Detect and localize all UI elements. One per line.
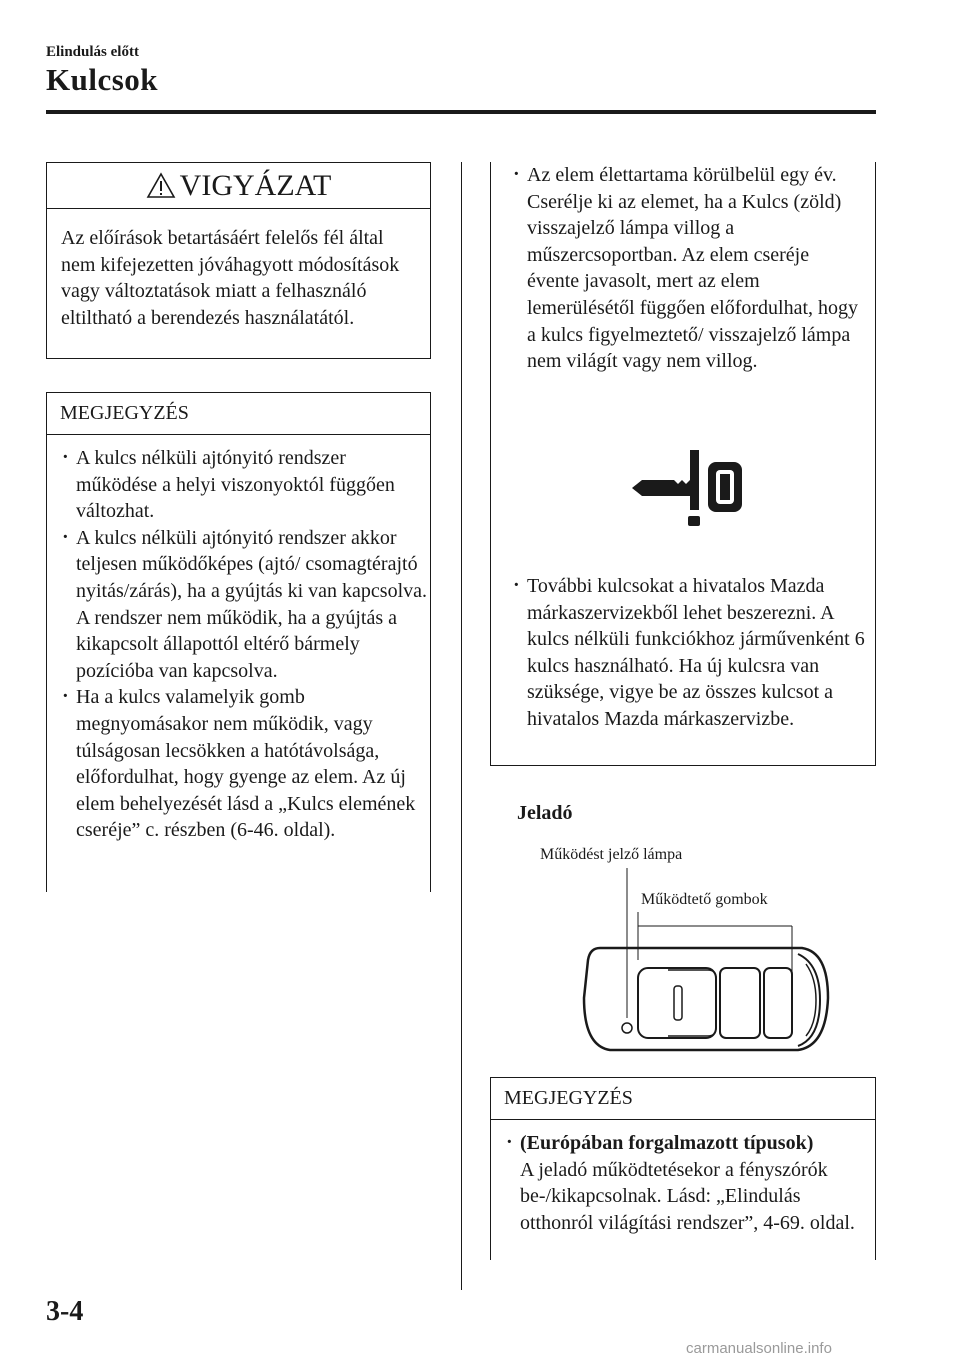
caution-title: VIGYÁZAT [179,168,332,202]
list-item: · A kulcs nélküli ajtónyitó rendszer működése a helyi viszonyoktól függően változhat. [60,445,430,525]
note-box-left [46,392,431,892]
note-list [47,435,430,844]
note-list [491,573,875,733]
title-rule [46,110,876,114]
callout-indicator-lamp: Működést jelző lámpa [540,846,683,863]
list-item: · További kulcsokat a hivatalos Mazda márkaszervizekből lehet beszerezni. A kulcs nélküli funkciókhoz járművenként 6 kulcs használható. Ha új kulcsra van szüksége, vigye be az összes kulcsot a hivatalos Mazda márkaszervizbe. [511,573,867,733]
caution-text: Az előírások betartásáért felelős fél által nem kifejezetten jóváhagyott módosítások vagy változtatások miatt a felhasználó eltiltható a berendezés használatától. [61,227,400,329]
note-title: MEGJEGYZÉS [47,393,430,435]
footer-watermark: carmanualsonline.info [686,1340,832,1357]
caution-header [47,163,430,209]
warning-triangle-icon [146,172,176,199]
column-divider [461,162,462,1290]
page-title: Kulcsok [46,62,159,97]
list-item: · Az elem élettartama körülbelül egy év. Cserélje ki az elemet, ha a Kulcs (zöld) visszajelző lámpa villog a műszercsoportban. Az elem cseréje évente javasolt, mert az elem lemerülésétől függően előfordulhat, hogy a kulcs figyelmeztető/ visszajelző lámpa nem világít vagy nem villog. [511,162,863,375]
list-item: · A kulcs nélküli ajtónyitó rendszer akkor teljesen működőképes (ajtó/ csomagtérajtó nyitás/zárás), ha a gyújtás ki van kapcsolva. A rendszer nem működik, ha a gyújtás a kikapcsolt állapottól eltérő bármely pozícióba van kapcsolva. [60,525,430,685]
section-label: Elindulás előtt [46,44,139,60]
transmitter-illustration [570,868,850,1068]
note-text: A jeladó működtetésekor a fényszórók be-/kikapcsolnak. Lásd: „Elindulás otthonról világítási rendszer”, 4-69. oldal. [520,1158,855,1234]
callout-operation-buttons: Működtető gombok [641,891,768,908]
list-item: · Ha a kulcs valamelyik gomb megnyomásakor nem működik, vagy túlságosan lecsökken a hatótávolsága, előfordulhat, hogy gyenge az elem. Az új elem behelyezését lásd a „Kulcs elemének cseréje” c. részben (6-46. oldal). [60,684,430,844]
note-lead: · (Európában forgalmazott típusok) [520,1132,814,1154]
list-item [504,1130,875,1236]
section-heading-transmitter: Jeladó [517,802,573,824]
note-box-europe [490,1077,876,1260]
caution-box [46,162,431,359]
note-list [491,1120,875,1236]
key-warning-icon [628,444,748,530]
page-number: 3-4 [46,1296,84,1327]
note-list [491,162,875,375]
note-title: MEGJEGYZÉS [491,1078,875,1120]
